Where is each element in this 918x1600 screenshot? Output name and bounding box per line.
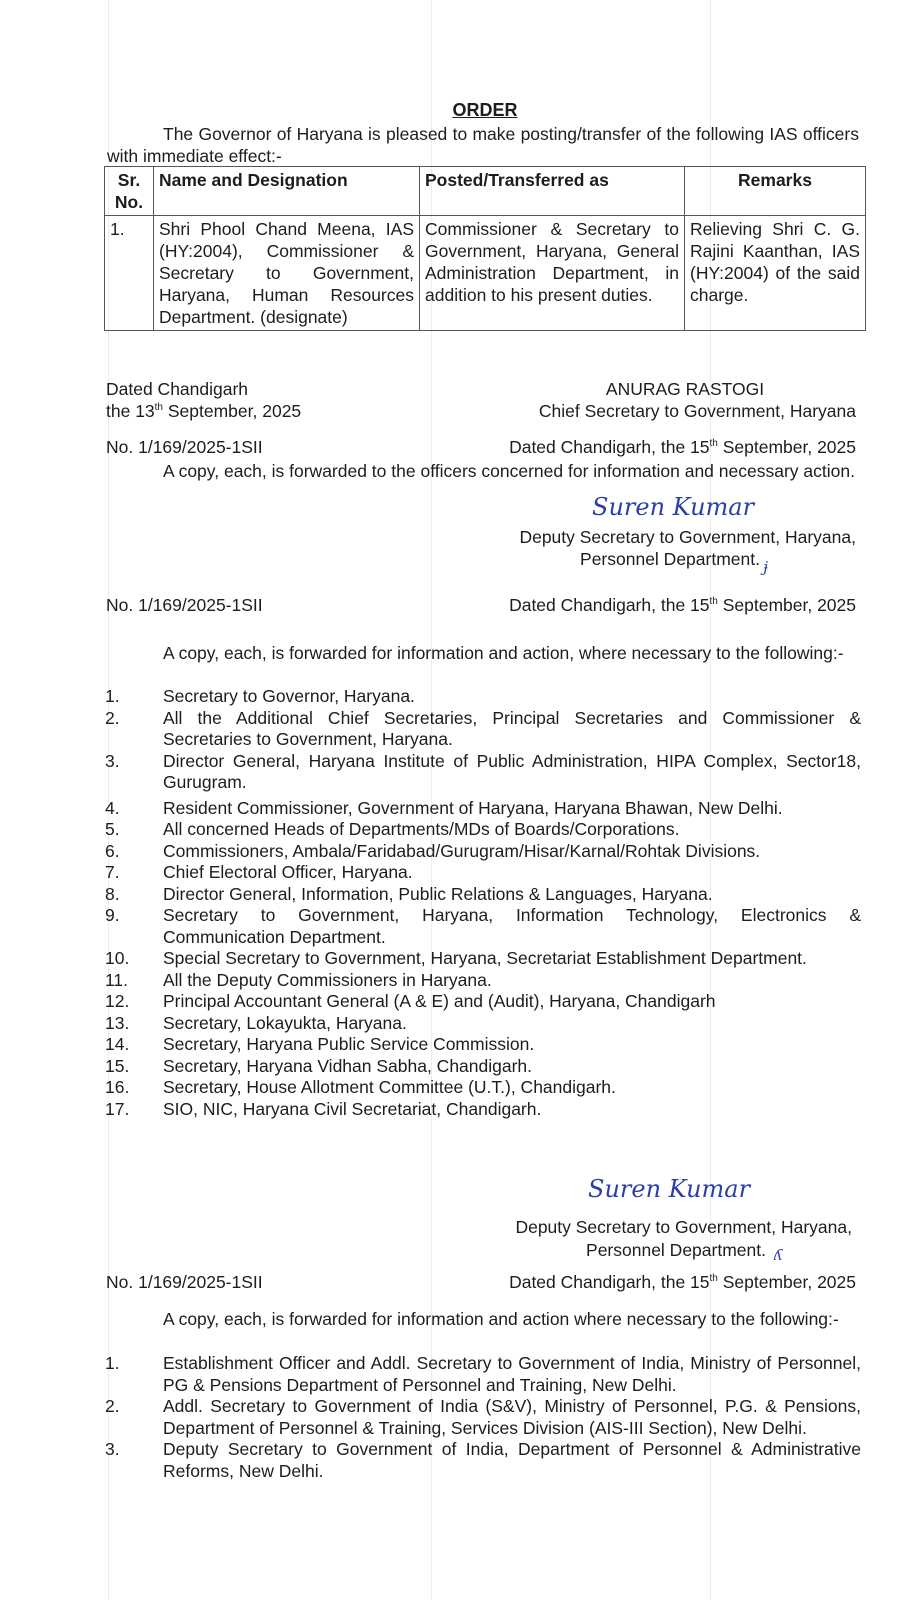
list-item-number: 4.	[105, 797, 120, 818]
header-remarks: Remarks	[685, 167, 866, 216]
date-text: Dated Chandigarh, the 15	[509, 595, 710, 615]
list-item-text: Director General, Haryana Institute of Public Administration, HIPA Complex, Sector18, Gurugram.	[163, 750, 861, 792]
list-item-number: 10.	[105, 948, 130, 968]
date-text: Dated Chandigarh, the 15	[509, 437, 710, 457]
cell-name: Shri Phool Chand Meena, IAS (HY:2004), Commissioner & Secretary to Government, Haryana, Human Resources Department. (designate)	[154, 216, 420, 331]
signature-handwritten: Suren Kumar	[592, 493, 755, 521]
order-intro	[107, 123, 859, 167]
signatory-name: ANURAG RASTOGI	[605, 379, 765, 399]
recipient-list-item	[105, 948, 861, 970]
list-item-number: 2.	[105, 1396, 120, 1416]
endorsement-1-number: No. 1/169/2025-1SII	[106, 437, 263, 457]
endorsement-3-text	[107, 1308, 859, 1330]
list-item-text: Establishment Officer and Addl. Secretary to Government of India, Ministry of Personnel, PG & Pensions Department of Personnel and Training, New Delhi.	[163, 1353, 861, 1395]
list-item-number: 2.	[105, 707, 120, 728]
recipient-list-item	[105, 1099, 861, 1121]
recipient-list-item	[105, 1056, 861, 1078]
recipient-list-item	[105, 970, 861, 992]
list-item-number: 17.	[105, 1098, 130, 1119]
endorsement-2-signer-title: Deputy Secretary to Government, Haryana,	[515, 1217, 852, 1237]
list-item-text: Director General, Information, Public Relations & Languages, Haryana.	[163, 883, 713, 904]
date-text: Dated Chandigarh, the 15	[509, 1272, 710, 1292]
list-item-number: 15.	[105, 1055, 130, 1076]
date-sup: th	[709, 596, 718, 608]
endorsement-2-text	[107, 642, 859, 664]
endorsement-2-number: No. 1/169/2025-1SII	[106, 595, 263, 615]
endorsement-1-signer-title: Deputy Secretary to Government, Haryana,	[519, 527, 856, 547]
list-item-text: Secretary to Governor, Haryana.	[163, 686, 415, 706]
list-item-number: 3.	[105, 750, 120, 771]
recipient-list-item	[105, 991, 861, 1013]
endorsement-2-body: A copy, each, is forwarded for information and action, where necessary to the following:-	[163, 643, 844, 663]
date-sup: th	[709, 438, 718, 450]
recipient-list-item	[105, 905, 861, 948]
recipient-list-item	[105, 884, 861, 906]
order-dated-place: Dated Chandigarh	[106, 379, 249, 399]
order-date-rest: September, 2025	[163, 401, 302, 421]
endorsement-3-date	[440, 1272, 856, 1293]
list-item-number: 5.	[105, 819, 120, 839]
endorsement-2-date	[440, 595, 856, 616]
list-item-text: All the Additional Chief Secretaries, Principal Secretaries and Commissioner & Secretaries to Government, Haryana.	[163, 707, 861, 749]
date-text: September, 2025	[717, 595, 856, 615]
recipient-list-item	[105, 798, 861, 820]
signatory-title: Chief Secretary to Government, Haryana	[538, 401, 856, 421]
list-item-text: Special Secretary to Government, Haryana, Secretariat Establishment Department.	[163, 948, 807, 968]
list-item-text: Chief Electoral Officer, Haryana.	[163, 862, 413, 882]
list-item-text: Addl. Secretary to Government of India (S&V), Ministry of Personnel, P.G. & Pensions, Department of Personnel & Training, Services Division (AIS-III Section), New Delhi.	[163, 1396, 861, 1438]
list-item-text: Secretary, Haryana Vidhan Sabha, Chandigarh.	[163, 1055, 533, 1076]
order-date	[106, 401, 301, 422]
recipient-list-item	[105, 708, 861, 751]
recipient-list-item	[105, 686, 861, 708]
order-title: ORDER	[452, 100, 518, 120]
list-item-text: Secretary to Government, Haryana, Information Technology, Electronics & Communication Department.	[163, 905, 861, 947]
list-item-number: 3.	[105, 1439, 120, 1459]
list-item-text: All the Deputy Commissioners in Haryana.	[163, 969, 492, 990]
initial-mark: ʎ	[774, 1246, 783, 1264]
list-item-text: Principal Accountant General (A & E) and (Audit), Haryana, Chandigarh	[163, 991, 716, 1011]
list-item-text: Secretary, Lokayukta, Haryana.	[163, 1012, 407, 1033]
header-sr-no: Sr. No.	[105, 167, 154, 216]
recipient-list-item	[105, 1353, 861, 1396]
table-header-row	[105, 167, 866, 216]
recipient-list-item	[105, 819, 861, 841]
endorsement-1-text	[107, 460, 859, 482]
date-text: September, 2025	[717, 1272, 856, 1292]
date-sup: th	[709, 1273, 718, 1285]
recipient-list-item	[105, 862, 861, 884]
endorsement-3-recipient-list	[105, 1353, 861, 1482]
list-item-number: 13.	[105, 1012, 130, 1033]
list-item-number: 12.	[105, 991, 130, 1011]
list-item-number: 6.	[105, 840, 120, 861]
list-item-number: 8.	[105, 883, 120, 904]
list-item-number: 1.	[105, 1353, 120, 1373]
recipient-list-item	[105, 751, 861, 794]
signature-handwritten: Suren Kumar	[588, 1175, 751, 1203]
cell-remarks: Relieving Shri C. G. Rajini Kaanthan, IAS (HY:2004) of the said charge.	[685, 216, 866, 331]
recipient-list-item	[105, 1034, 861, 1056]
recipient-list-item	[105, 1013, 861, 1035]
endorsement-3-number: No. 1/169/2025-1SII	[106, 1272, 263, 1292]
cell-posted: Commissioner & Secretary to Government, Haryana, General Administration Department, in addition to his present duties.	[420, 216, 685, 331]
cell-sr: 1.	[105, 216, 154, 331]
endorsement-3-body: A copy, each, is forwarded for information and action where necessary to the following:-	[163, 1309, 839, 1329]
list-item-text: SIO, NIC, Haryana Civil Secretariat, Chandigarh.	[163, 1098, 542, 1119]
recipient-list-item	[105, 1396, 861, 1439]
endorsement-1-body: A copy, each, is forwarded to the officers concerned for information and necessary action.	[163, 461, 855, 481]
list-item-text: Secretary, House Allotment Committee (U.T.), Chandigarh.	[163, 1077, 616, 1097]
initial-mark: ɉ	[763, 558, 768, 576]
list-item-text: Secretary, Haryana Public Service Commission.	[163, 1034, 535, 1054]
header-name-designation: Name and Designation	[154, 167, 420, 216]
date-text: September, 2025	[717, 437, 856, 457]
posting-table	[104, 166, 866, 331]
recipient-list-item	[105, 1439, 861, 1482]
list-item-text: Resident Commissioner, Government of Haryana, Haryana Bhawan, New Delhi.	[163, 797, 783, 818]
order-intro-text: The Governor of Haryana is pleased to make posting/transfer of the following IAS officers with immediate effect:-	[107, 124, 859, 166]
order-date-sup: th	[154, 402, 163, 414]
list-item-number: 7.	[105, 862, 120, 882]
list-item-number: 14.	[105, 1034, 130, 1054]
recipient-list-item	[105, 1077, 861, 1099]
header-posted-as: Posted/Transferred as	[420, 167, 685, 216]
endorsement-1-signer-dept: Personnel Department.	[580, 549, 760, 569]
endorsement-2-recipient-list	[105, 686, 861, 1120]
list-item-text: All concerned Heads of Departments/MDs of Boards/Corporations.	[163, 819, 680, 839]
endorsement-1-date	[440, 437, 856, 458]
list-item-text: Deputy Secretary to Government of India, Department of Personnel & Administrative Reforms, New Delhi.	[163, 1439, 861, 1481]
table-row	[105, 216, 866, 331]
endorsement-2-signer-dept: Personnel Department.	[586, 1240, 766, 1260]
recipient-list-item	[105, 841, 861, 863]
list-item-number: 1.	[105, 686, 120, 706]
order-date-day: the 13	[106, 401, 155, 421]
list-item-number: 11.	[105, 969, 129, 990]
list-item-number: 9.	[105, 905, 120, 925]
list-item-text: Commissioners, Ambala/Faridabad/Gurugram/Hisar/Karnal/Rohtak Divisions.	[163, 840, 761, 861]
list-item-number: 16.	[105, 1077, 130, 1097]
